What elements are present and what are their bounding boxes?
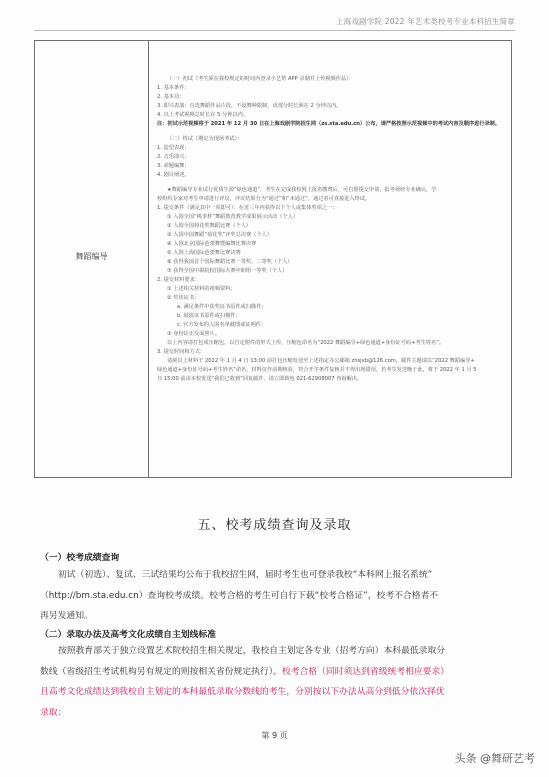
table-line: 1. 造型表现； (157, 145, 190, 151)
table-line: （二）终试（期定为现场考试）： (167, 136, 243, 142)
highlighted-text: 校考合格（同时须达到省级统考相应要求） (281, 666, 450, 677)
table-line: 3. 即兴表演：自选舞蹈作品片段，不设舞种限制，该部分时长须在 2 分钟以内。 (157, 103, 342, 109)
highlighted-line: 录取： (40, 707, 67, 718)
table-line: 2. 基本功： (157, 94, 185, 100)
paragraph-line: 再另发通知。 (40, 611, 93, 621)
table-line: ③ 身份证正反面照片。 (167, 331, 220, 337)
paragraph-line: （http://bm.sta.edu.cn）查询校考成绩。校考合格的考生可自行下载“校考合格证”，校考不合格者不 (40, 590, 439, 601)
table-line: 请须以上材料于 2022 年 1 月 4 日 13:00 前打包压缩发送至上述指定办公邮箱 zhsjxb@126.com，邮件主题请以“2022 舞蹈编导+ (167, 358, 475, 364)
highlighted-line: 且高考文化成绩达到我校自主划定的本科最低录取分数线的考生，分别按以下办法从高分到低分依次择优 (40, 687, 445, 697)
table-major-label: 舞蹈编导 (75, 252, 108, 261)
table-line: ③ 入围中国舞蹈“荷花奖”评奖总决赛（个人） (167, 232, 273, 238)
table-column-divider (148, 41, 149, 477)
section-title: 五、校考成绩查询及录取 (197, 518, 352, 533)
paragraph-admission (40, 641, 510, 723)
table-line: 1. 基本条件： (157, 85, 190, 91)
watermark-text: 头条 @舞研艺考 (454, 752, 535, 765)
paragraph-line: 初试（初选）、复试、三试结果均公布于我校招生网，届时考生也可登录我校“本科网上报名系统” (58, 570, 433, 580)
table-line: 2. 提交材料要求： (157, 277, 200, 283)
page-number: 第 9 页 (261, 731, 288, 740)
table-line: 4. 以上考试视频总时长在 5 分钟以内。 (157, 112, 249, 118)
paragraph-line: 按照教育部关于独立设置艺术院校招生相关规定，我校自主划定各专业（招考方向）本科最低录取分 (58, 646, 446, 656)
table-line: ① 入围全国“桃李杯”舞蹈教育教学成果展示活动（个人） (167, 214, 298, 220)
table-line: ④ 入围北京国际芭蕾舞暨编舞比赛决赛 (167, 241, 257, 247)
watermark (455, 750, 536, 766)
subsection-admission: （二）录取办法及高考文化成绩自主划线标准 (40, 630, 216, 640)
table-line: 以上内容请打包成压缩包，以自定附件的形式上传，压缩包命名为“2022 舞蹈编导+绿色通道+身份证号码+考生姓名”。 (167, 340, 445, 346)
table-line: 绿色通道+身份证号码+考生姓名”命名，材料仅作前期核验，符合开学条件复核并不得出现错误，若考生发送晚于此，将于 2022 年 1 月 5 (157, 367, 477, 373)
header-title: 上海戏剧学院 2022 年艺术类校考专业本科招生简章 (335, 17, 515, 26)
subsection-score-query: （一）校考成绩查询 (40, 553, 120, 563)
table-line: a. 满足条件中获奖证书原件或扫描件； (177, 304, 267, 310)
table-line: 3. 命题编舞； (157, 163, 190, 169)
header-divider (34, 30, 515, 31)
table-line: 校组织专家对考生申请进行评议，评议结果分为“通过”和“未通过”，通过者可直接进入终试。 (157, 196, 371, 202)
table-line: ② 奖状证书： (167, 295, 200, 301)
table-line: 2. 音乐即兴； (157, 154, 190, 160)
table-line: 1. 提交条件（满足其中一项即可）：在近三年内获得以下个人或集体奖项之一： (157, 205, 338, 211)
table-line: ⑤ 入围上海国际芭蕾舞比赛决赛 (167, 250, 241, 256)
paragraph-text: 数线（省级招生考试机构另有规定的则按相关省份规定执行）。 (40, 666, 282, 677)
table-line: （一）初试（考生须在我校规定的时间内登录小艺帮 APP 录制并上传视频作品）： (167, 76, 354, 82)
table-line: ⑦ 获得全国中职院校国际大赛中职组一等奖（个人） (167, 268, 288, 274)
table-line: 3. 提交时间和方式： (157, 349, 206, 355)
table-line: b. 展演证书原件或扫描件； (177, 313, 241, 319)
table-line: 日 15:00 前由本校发送“我们已收到”回复邮件，请立即致电 021-62908007 咨询解决。 (157, 376, 363, 382)
table-content (157, 75, 505, 384)
table-line: ⑥ 获得我国首个国际舞蹈比赛一等奖、二等奖（个人） (167, 259, 293, 265)
table-line: 注：初试示范视频将于 2021 年 12 月 30 日在上海戏剧学院招生网（zs.sta.edu.cn）公布，请严格按照示范视频中的考试内容及顺序进行录制。 (157, 121, 501, 127)
requirements-table (34, 40, 512, 478)
paragraph-line (40, 662, 510, 683)
table-line: ★舞蹈编导专业试行优质生源“绿色通道”，考生在完成我校网上报名缴费后，可自愿提交申请，报考须经专业确认，学 (167, 187, 437, 193)
paragraph-score-query (40, 565, 510, 627)
table-line: 4. 剧目阐述。 (157, 172, 190, 178)
table-line: ① 上述相关材料的视频资料； (167, 286, 236, 292)
table-line: ② 入围全国荷花奖舞蹈比赛（个人） (167, 223, 252, 229)
table-line: c. 官方发布的入围名单截图或证明件； (177, 322, 267, 328)
